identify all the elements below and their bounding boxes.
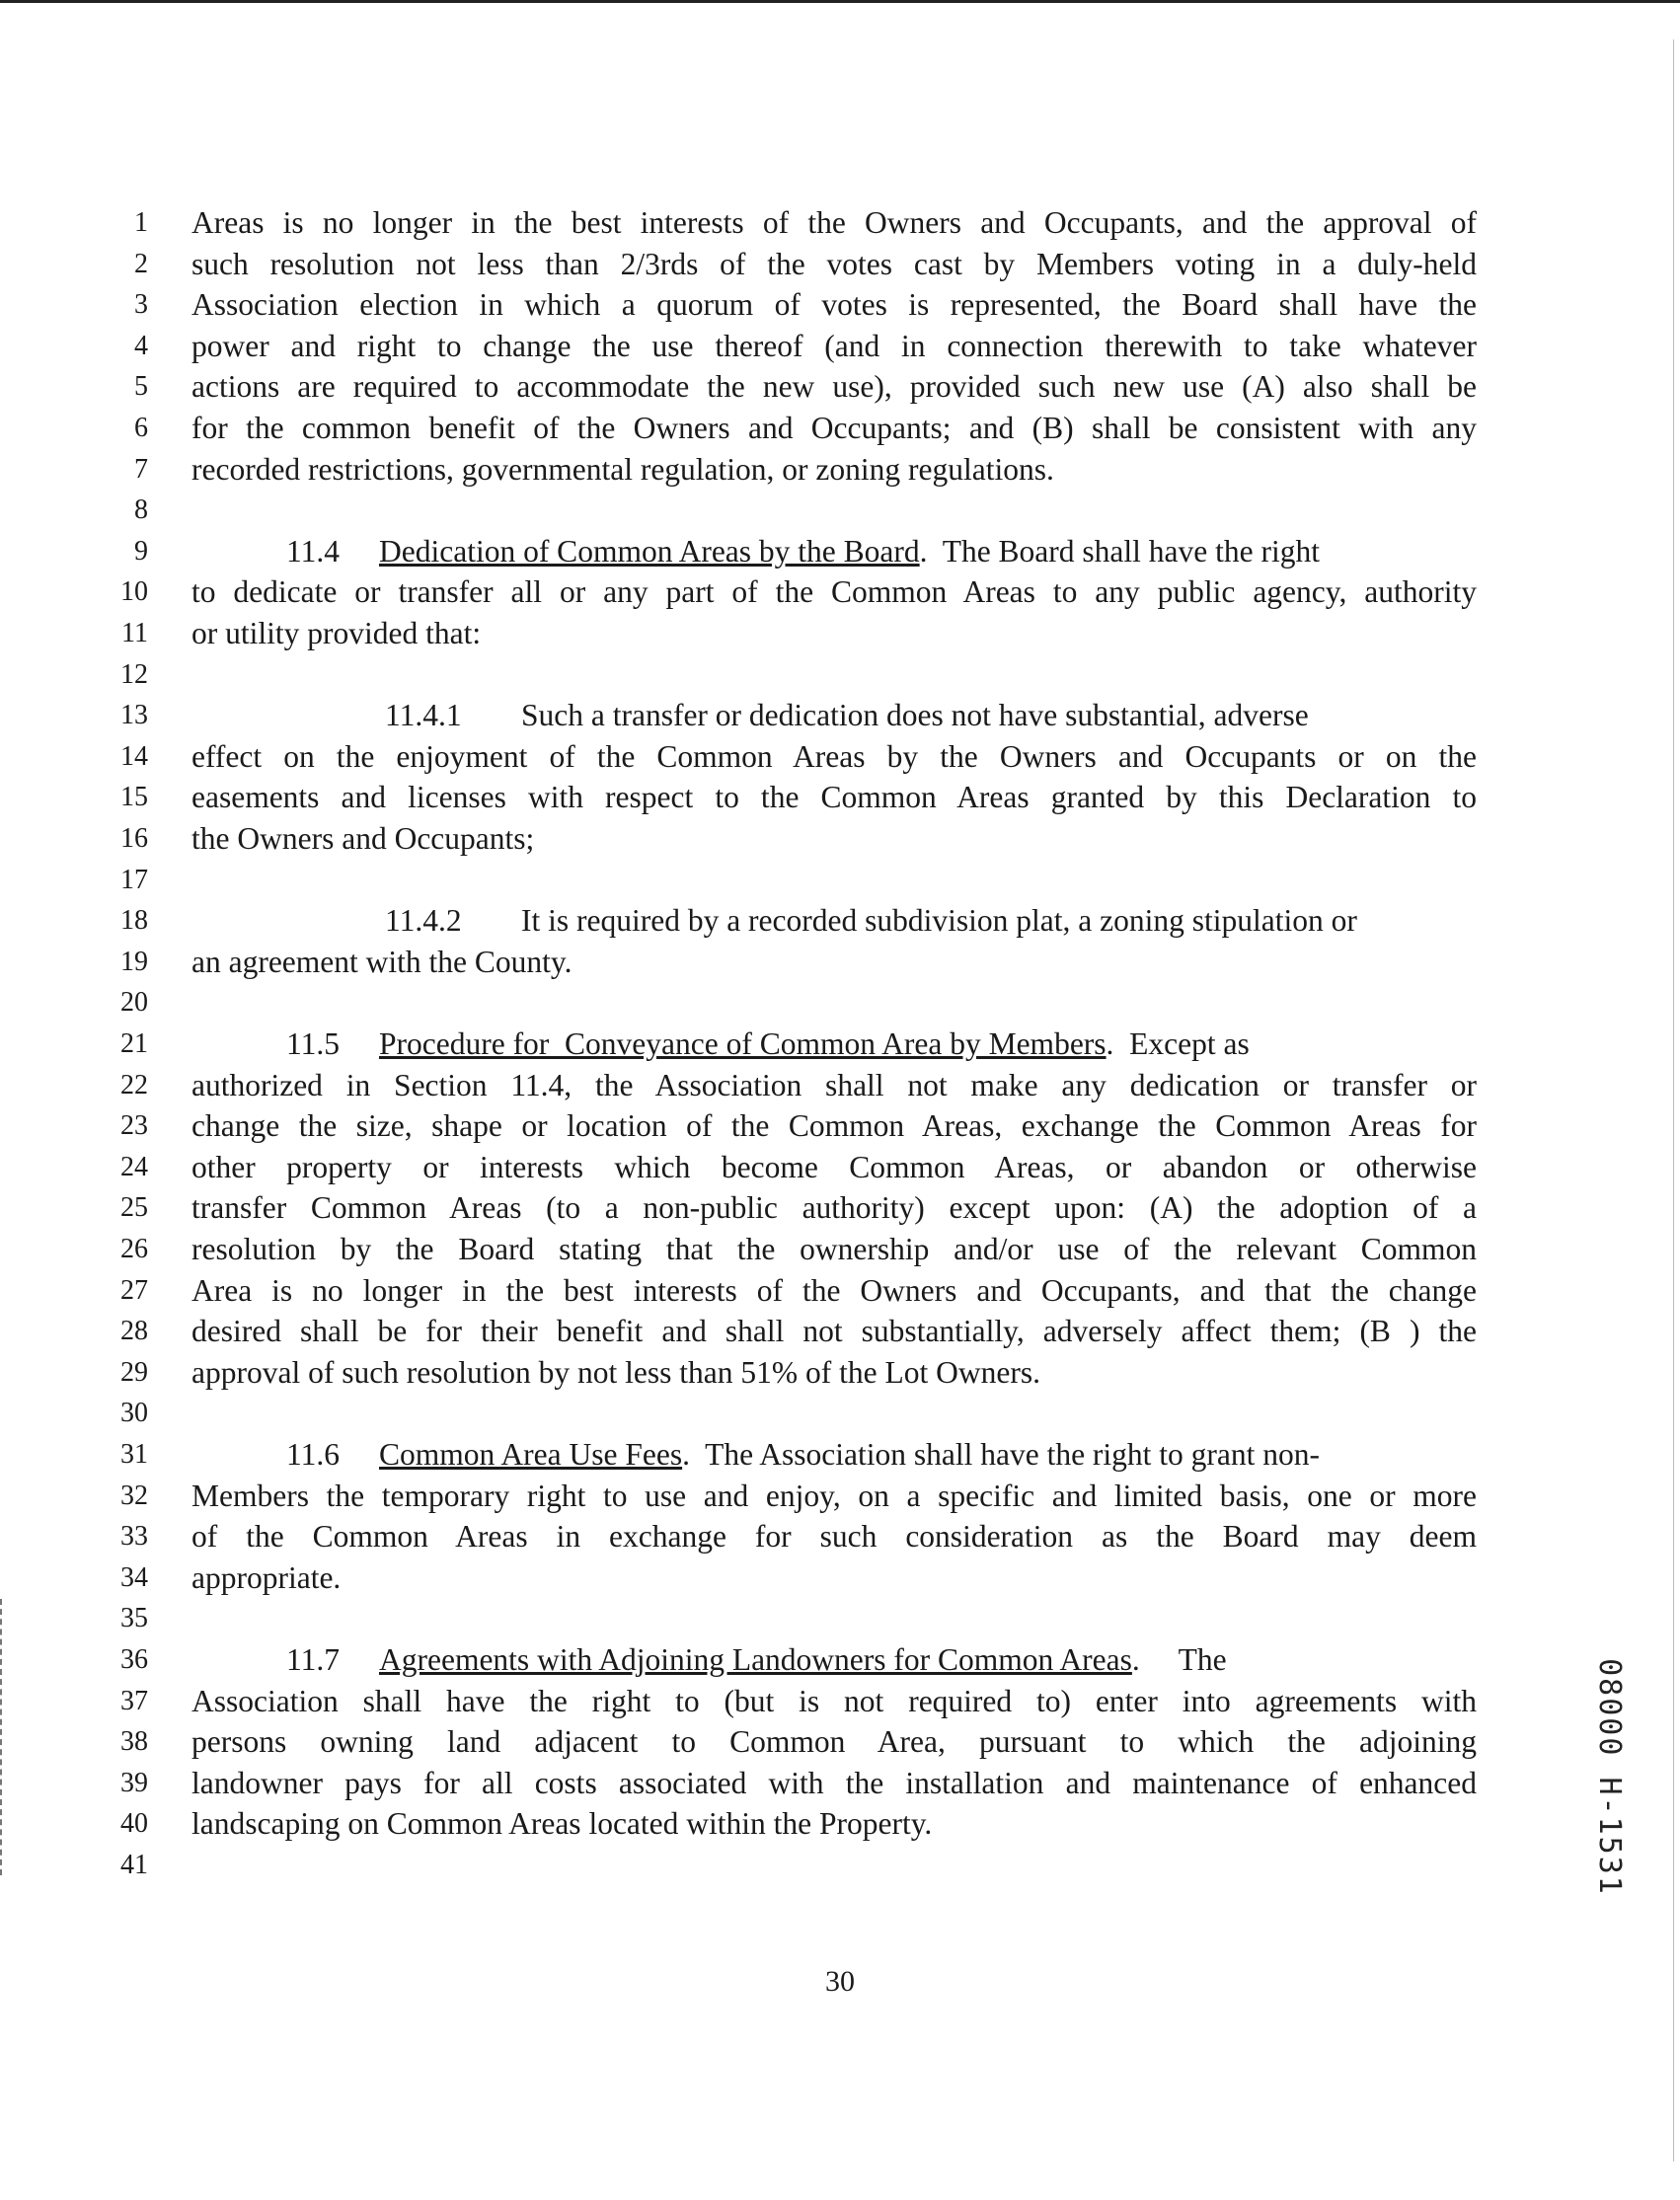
line-number: 41 — [120, 1850, 148, 1880]
line-number: 15 — [120, 782, 148, 813]
line-text: recorded restrictions, governmental regulation, or zoning regulations. — [191, 451, 1054, 487]
line-number: 32 — [120, 1479, 148, 1511]
line-text: power and right to change the use thereof (and in connection therewith to take whatever — [191, 328, 1477, 363]
line-number: 14 — [120, 740, 148, 772]
line-text: such resolution not less than 2/3rds of the votes cast by Members voting in a duly-held — [191, 246, 1477, 281]
section-text: . Except as — [1106, 1026, 1250, 1061]
document-line — [0, 531, 1680, 572]
document-line — [0, 449, 1680, 491]
document-line — [0, 942, 1680, 983]
document-line — [0, 695, 1680, 736]
document-line — [0, 1598, 1680, 1639]
line-text — [286, 1024, 1477, 1065]
line-number: 20 — [120, 987, 148, 1019]
document-line — [0, 1352, 1680, 1394]
section-heading: Agreements with Adjoining Landowners for Common Areas — [379, 1642, 1132, 1677]
section-number: 11.6 — [286, 1437, 340, 1472]
line-text: Areas is no longer in the best interests of the Owners and Occupants, and the approval of — [191, 205, 1477, 240]
line-text: for the common benefit of the Owners and Occupants; and (B) shall be consistent with any — [191, 411, 1477, 445]
side-stamp — [1569, 1657, 1648, 1896]
line-number: 24 — [120, 1151, 148, 1182]
document-line — [0, 736, 1680, 778]
document-line — [0, 1270, 1680, 1312]
line-number: 22 — [120, 1069, 148, 1100]
document-line — [0, 326, 1680, 367]
line-text: change the size, shape or location of the Common Areas, exchange the Common Areas for — [191, 1108, 1477, 1144]
document-line — [0, 490, 1680, 531]
section-text: . The — [1131, 1642, 1227, 1677]
line-number: 29 — [120, 1356, 148, 1388]
document-line — [0, 1393, 1680, 1434]
document-line — [0, 1557, 1680, 1599]
line-text — [385, 695, 1477, 736]
line-text: or utility provided that: — [191, 616, 482, 650]
document-line — [0, 202, 1680, 244]
section-heading: Dedication of Common Areas by the Board — [379, 533, 920, 569]
line-text: appropriate. — [191, 1559, 342, 1595]
line-number: 26 — [120, 1234, 148, 1264]
line-number: 10 — [120, 576, 148, 608]
side-stamp-text: 08000 H-1531 — [1591, 1657, 1627, 1896]
document-line — [0, 1229, 1680, 1270]
section-number: 11.4.2 — [385, 903, 462, 939]
line-number: 33 — [120, 1521, 148, 1553]
line-number: 23 — [120, 1110, 148, 1142]
line-number: 16 — [120, 823, 148, 854]
line-number: 34 — [120, 1561, 148, 1593]
document-line — [0, 366, 1680, 408]
line-text: landowner pays for all costs associated with the installation and maintenance of enhanced — [191, 1765, 1477, 1800]
line-number: 30 — [120, 1398, 148, 1429]
line-number: 11 — [121, 618, 148, 648]
line-text: Members the temporary right to use and enjoy, on a specific and limited basis, one or more — [191, 1478, 1477, 1513]
line-number: 40 — [120, 1808, 148, 1840]
section-number: 11.4.1 — [385, 698, 462, 733]
document-line — [0, 900, 1680, 942]
document-line — [0, 1187, 1680, 1229]
line-text: resolution by the Board stating that the ownership and/or use of the relevant Common — [191, 1232, 1477, 1266]
document-line — [0, 818, 1680, 860]
line-text: other property or interests which become Common Areas, or abandon or otherwise — [191, 1149, 1477, 1184]
line-number: 39 — [120, 1767, 148, 1798]
line-text: effect on the enjoyment of the Common Areas by the Owners and Occupants or on the — [191, 738, 1477, 774]
section-text: It is required by a recorded subdivision plat, a zoning stipulation or — [521, 903, 1357, 939]
line-number: 3 — [134, 289, 148, 321]
line-text: approval of such resolution by not less than 51% of the Lot Owners. — [191, 1354, 1040, 1390]
line-text: the Owners and Occupants; — [191, 821, 535, 856]
line-number: 21 — [120, 1028, 148, 1059]
line-number: 17 — [120, 864, 148, 895]
section-text: . The Association shall have the right to grant non- — [682, 1437, 1321, 1472]
section-heading: Common Area Use Fees — [379, 1437, 683, 1472]
line-number: 25 — [120, 1192, 148, 1224]
document-line — [0, 1721, 1680, 1763]
line-number: 37 — [120, 1685, 148, 1716]
document-line — [0, 244, 1680, 285]
document-line — [0, 613, 1680, 654]
line-text — [385, 900, 1477, 942]
document-line — [0, 982, 1680, 1024]
section-number: 11.7 — [286, 1642, 340, 1677]
top-border-line — [0, 0, 1680, 3]
document-line — [0, 1434, 1680, 1476]
line-text — [286, 1434, 1477, 1476]
document-line — [0, 1681, 1680, 1722]
document-line — [0, 1105, 1680, 1147]
line-text: actions are required to accommodate the new use), provided such new use (A) also shall be — [191, 369, 1477, 405]
line-number: 8 — [134, 494, 148, 526]
page-number: 30 — [825, 1965, 855, 1998]
document-line — [0, 408, 1680, 449]
line-text: of the Common Areas in exchange for such consideration as the Board may deem — [191, 1519, 1477, 1555]
line-number: 36 — [120, 1644, 148, 1675]
line-number: 12 — [120, 658, 148, 690]
line-text: transfer Common Areas (to a non-public authority) except upon: (A) the adoption of a — [191, 1190, 1477, 1226]
line-number: 2 — [134, 248, 148, 279]
line-text: Area is no longer in the best interests of the Owners and Occupants, and that the change — [191, 1272, 1477, 1308]
document-line — [0, 1639, 1680, 1681]
document-line — [0, 284, 1680, 326]
document-line — [0, 1024, 1680, 1065]
line-number: 4 — [134, 330, 148, 361]
document-line — [0, 571, 1680, 613]
line-number: 18 — [120, 905, 148, 937]
document-line — [0, 1803, 1680, 1845]
document-line — [0, 777, 1680, 818]
line-text: easements and licenses with respect to the Common Areas granted by this Declaration to — [191, 780, 1477, 815]
document-line — [0, 1147, 1680, 1188]
line-number: 5 — [134, 371, 148, 403]
document-line — [0, 1311, 1680, 1352]
document-line — [0, 1516, 1680, 1557]
line-text: landscaping on Common Areas located within the Property. — [191, 1806, 933, 1842]
line-text: desired shall be for their benefit and shall not substantially, adversely affect them; (B ) the — [191, 1314, 1477, 1349]
document-line — [0, 654, 1680, 696]
line-number: 35 — [120, 1603, 148, 1634]
line-number: 9 — [134, 535, 148, 567]
line-number: 27 — [120, 1274, 148, 1306]
line-text: Association election in which a quorum of votes is represented, the Board shall have the — [191, 287, 1477, 323]
document-line — [0, 1065, 1680, 1106]
line-number: 13 — [120, 700, 148, 731]
line-text: an agreement with the County. — [191, 944, 573, 979]
line-text: Association shall have the right to (but is not required to) enter into agreements with — [191, 1683, 1477, 1718]
section-number: 11.4 — [286, 533, 340, 569]
section-text: . The Board shall have the right — [919, 533, 1320, 569]
section-heading: Procedure for Conveyance of Common Area by Members — [379, 1026, 1107, 1061]
line-text — [286, 1639, 1477, 1681]
line-number: 19 — [120, 946, 148, 977]
section-text: Such a transfer or dedication does not have substantial, adverse — [521, 698, 1309, 733]
line-text: authorized in Section 11.4, the Association shall not make any dedication or transfer or — [191, 1067, 1477, 1102]
line-number: 28 — [120, 1316, 148, 1347]
section-number: 11.5 — [286, 1026, 340, 1061]
line-text: persons owning land adjacent to Common Area, pursuant to which the adjoining — [191, 1724, 1477, 1760]
line-text — [286, 531, 1477, 572]
line-number: 31 — [120, 1439, 148, 1470]
document-line — [0, 1763, 1680, 1804]
line-number: 1 — [134, 207, 148, 238]
line-number: 7 — [134, 453, 148, 485]
document-line — [0, 860, 1680, 901]
document-line — [0, 1845, 1680, 1886]
line-text: to dedicate or transfer all or any part of the Common Areas to any public agency, authority — [191, 574, 1477, 610]
line-number: 6 — [134, 413, 148, 443]
line-number: 38 — [120, 1726, 148, 1758]
document-line — [0, 1476, 1680, 1517]
